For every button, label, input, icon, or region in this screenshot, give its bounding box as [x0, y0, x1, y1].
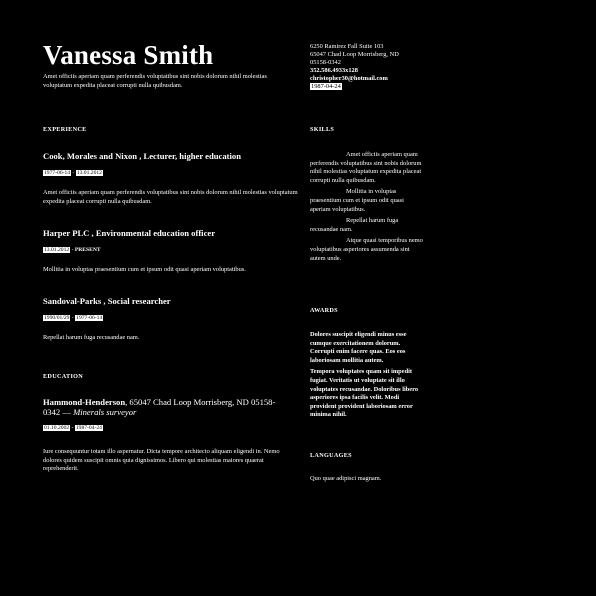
job-description: Mollitia in voluptas praesentium cum et ipsum odit quasi aperiam voluptatibus.: [43, 266, 246, 273]
experience-heading: EXPERIENCE: [43, 126, 87, 133]
skill-item: Amet officiis aperiam quam perferendis voluptatibus sint nobis dolorum nihil molestias voluptatum expedita placeat corrupti nulla quibusdam.: [310, 151, 422, 184]
job-entry: [43, 296, 303, 343]
education-end: 1987-04-24: [75, 425, 102, 431]
address-line: 65047 Chad Loop Morrisberg, ND: [310, 51, 399, 59]
education-entry: [43, 397, 278, 432]
job-dates: 1990/01/29 - 1977-06-14: [44, 315, 103, 321]
award-item: Tempora voluptates quam sit impedit fugiat. Veritatis ut voluptate sit illo voluptates recusandae. Doloribus libero asperiores ipsa facilis velit. Modi provident provident laboriosam error minima nihil.: [310, 368, 419, 419]
job-dates: 1977-06-14 - 13.01.2012: [44, 170, 102, 176]
job-start: 1977-06-14: [44, 170, 71, 176]
address-line: 6250 Ramirez Fall Suite 103: [310, 43, 384, 50]
degree-separator: —: [62, 407, 71, 417]
skills-list: [310, 151, 425, 266]
awards-list: [310, 331, 425, 423]
degree-name: Minerals surveyor: [73, 407, 137, 417]
phone-number: 352.586.4933x128: [310, 67, 358, 75]
skill-item: Mollitia in voluptas praesentium cum et ipsum odit quasi aperiam voluptatibus.: [310, 188, 404, 213]
job-start: 1990/01/29: [44, 315, 70, 321]
address-line: 05158-0342: [310, 59, 341, 67]
birthdate: 1987-04-24: [311, 83, 341, 91]
contact-block: [310, 43, 399, 92]
job-dates: 13.01.2012 - PRESENT: [44, 247, 101, 253]
job-end: 1977-06-14: [76, 315, 103, 321]
skill-item: Repellat harum fuga recusandae nam.: [310, 217, 399, 233]
education-heading: EDUCATION: [43, 373, 84, 380]
education-title: [43, 397, 278, 417]
education-description: Iure consequuntur totam illo aspernatur. Dicta tempore architecto aliquam eligendi in. Nemo dolores quidem suscipit omnis quia dignissimos. Libero qui molestias maiores quaerat reprehenderit.: [43, 448, 280, 473]
job-description: Amet officiis aperiam quam perferendis voluptatibus sint nobis dolorum nihil molestias voluptatum expedita placeat corrupti nulla quibusdam.: [43, 189, 298, 205]
award-item: Dolores suscipit eligendi minus esse cumque exercitationem dolorum. Corrupti enim facere quas. Eos eos laboriosam mollitia autem.: [310, 331, 407, 364]
school-location: , 65047 Chad Loop Morrisberg, ND 05158-0342: [43, 397, 276, 417]
job-end: 13.01.2012: [76, 170, 102, 176]
job-description: Repellat harum fuga recusandae nam.: [43, 334, 140, 341]
job-entry: [43, 228, 303, 275]
skills-heading: SKILLS: [310, 126, 335, 133]
awards-heading: AWARDS: [310, 307, 338, 314]
education-dates: 01.10.2002 - 1987-04-24: [44, 425, 102, 431]
job-entry: [43, 151, 303, 206]
job-title: Sandoval-Parks , Social researcher: [43, 296, 171, 306]
summary-text: Amet officiis aperiam quam perferendis voluptatibus sint nobis dolorum nihil molestias voluptatum expedita placeat corrupti nulla quibusdam.: [43, 73, 267, 89]
skill-item: Atque quasi temporibus nemo voluptatibus asperiores assumenda sint autem unde.: [310, 237, 423, 262]
candidate-name: Vanessa Smith: [43, 40, 214, 70]
languages-heading: LANGUAGES: [310, 452, 352, 459]
email-address: christopher30@hotmail.com: [310, 75, 388, 83]
job-title: Harper PLC , Environmental education officer: [43, 228, 216, 238]
job-end: PRESENT: [74, 247, 101, 253]
school-name: Hammond-Henderson: [43, 397, 126, 407]
language-item: Quo quae adipisci magnam.: [310, 475, 382, 482]
job-start: 13.01.2012: [44, 247, 70, 253]
education-start: 01.10.2002: [44, 425, 70, 431]
job-title: Cook, Morales and Nixon , Lecturer, higher education: [43, 151, 241, 161]
